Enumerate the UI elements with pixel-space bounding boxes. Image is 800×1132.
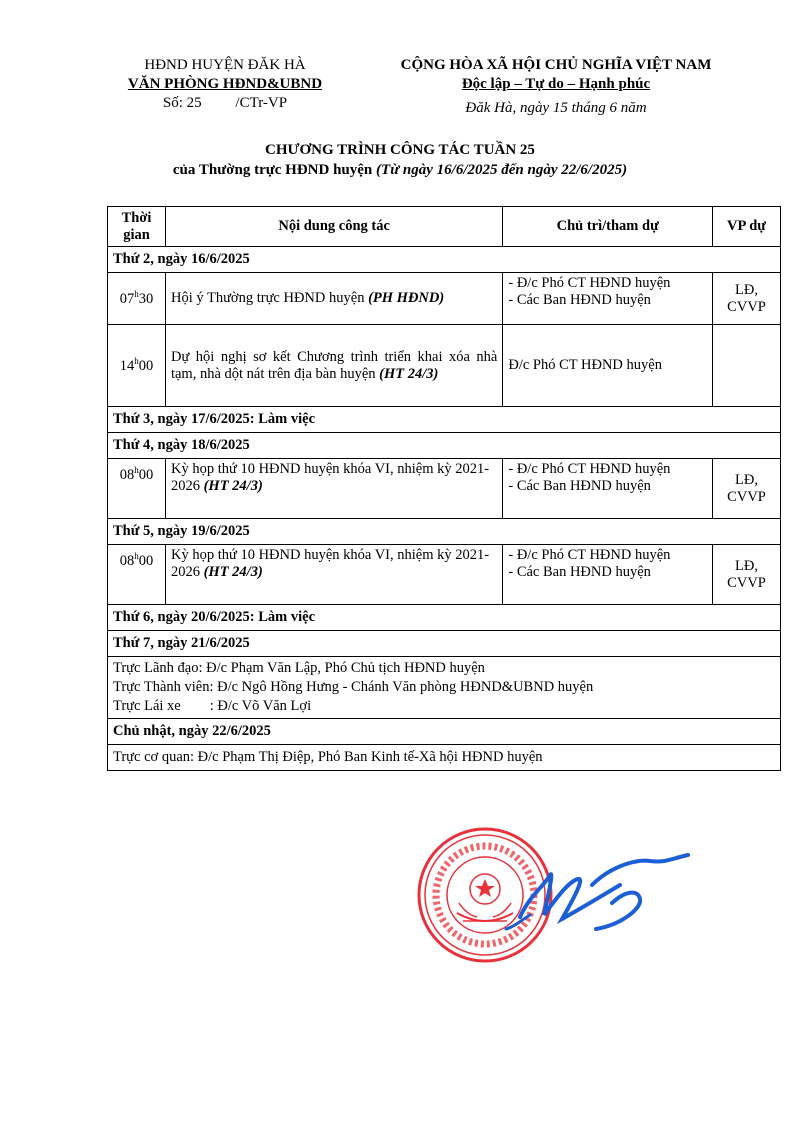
duty-line: Trực Thành viên: Đ/c Ngô Hồng Hưng - Chánh Văn phòng HĐND&UBND huyện [113,679,594,695]
schedule-table [107,206,781,771]
vp-line: CVVP [727,488,766,505]
content-cell [165,545,502,605]
time-sup: h [134,289,139,300]
header-left [110,56,340,113]
vp-line: CVVP [727,298,766,315]
content-cell [165,273,502,325]
content-tag: (HT 24/3) [203,478,263,494]
chair-line: - Đ/c Phó CT HĐND huyện [508,461,671,477]
doc-number-suffix: /CTr-VP [235,95,288,111]
duty-line: Trực cơ quan: Đ/c Phạm Thị Điệp, Phó Ban Kinh tế-Xã hội HĐND huyện [113,749,543,765]
header-vp: VP dự [713,207,781,247]
time-minute: 30 [138,290,154,307]
duty-line: Trực Lái xe : Đ/c Võ Văn Lợi [113,698,312,714]
document-title [0,140,800,180]
day-row-mon [108,247,781,273]
header-time: Thời gian [108,207,166,247]
chair-line: - Các Ban HĐND huyện [508,564,651,580]
chair-line: Đ/c Phó CT HĐND huyện [508,357,662,373]
time-hour: 08 [119,466,135,483]
day-label: Chủ nhật, ngày 22/6/2025 [108,719,781,745]
table-row [108,545,781,605]
doc-number [110,94,340,113]
time-minute: 00 [138,552,154,569]
day-row-thu [108,519,781,545]
content-cell [165,459,502,519]
content-tag: (PH HĐND) [368,290,445,306]
table-row [108,325,781,407]
day-row-wed [108,433,781,459]
time-cell [108,325,166,407]
chair-cell [503,545,713,605]
day-row-sat [108,631,781,657]
title-line-2-range: (Từ ngày 16/6/2025 đến ngày 22/6/2025) [376,162,628,178]
nation-title: CỘNG HÒA XÃ HỘI CHỦ NGHĨA VIỆT NAM [400,57,712,73]
time-hour: 07 [119,290,135,307]
vp-cell [713,459,781,519]
time-hour: 08 [119,552,135,569]
time-sup: h [134,465,139,475]
org-name-1: HĐND HUYỆN ĐĂK HÀ [144,57,306,73]
table-row [108,657,781,719]
table-row [108,745,781,771]
chair-cell [503,459,713,519]
time-cell [108,545,166,605]
vp-cell [713,273,781,325]
table-header-row [108,207,781,247]
content-tag: (HT 24/3) [379,365,439,382]
title-line-2-main: của Thường trực HĐND huyện [172,162,377,178]
vp-line: CVVP [727,574,766,591]
chair-line: - Đ/c Phó CT HĐND huyện [508,275,671,291]
duty-line: Trực Lãnh đạo: Đ/c Phạm Văn Lập, Phó Chủ tịch HĐND huyện [113,660,485,676]
vp-cell [713,545,781,605]
vp-line: LĐ, [735,471,758,488]
table-row [108,459,781,519]
header-chair: Chủ trì/tham dự [503,207,713,247]
chair-cell [503,325,713,407]
time-minute: 00 [138,357,154,374]
duty-cell [108,745,781,771]
time-minute: 00 [138,466,154,483]
chair-line: - Các Ban HĐND huyện [508,478,651,494]
day-label: Thứ 6, ngày 20/6/2025: Làm việc [108,605,781,631]
signature [500,845,700,945]
table-row [108,273,781,325]
day-label: Thứ 3, ngày 17/6/2025: Làm việc [108,407,781,433]
content-cell [165,325,502,407]
duty-cell [108,657,781,719]
day-row-fri [108,605,781,631]
vp-cell [713,325,781,407]
chair-line: - Đ/c Phó CT HĐND huyện [508,547,671,563]
time-cell [108,273,166,325]
time-hour: 14 [119,357,135,374]
motto: Độc lập – Tự do – Hạnh phúc [461,76,651,92]
time-sup: h [134,356,139,367]
day-row-tue [108,407,781,433]
day-label: Thứ 4, ngày 18/6/2025 [108,433,781,459]
content-tag: (HT 24/3) [203,564,263,580]
day-label: Thứ 5, ngày 19/6/2025 [108,519,781,545]
vp-line: LĐ, [735,281,758,298]
org-name-2: VĂN PHÒNG HĐND&UBND [127,76,323,92]
time-sup: h [134,551,139,561]
content-text: Dự hội nghị sơ kết Chương trình triển khai xóa nhà tạm, nhà dột nát trên địa bàn huyện [170,348,498,382]
chair-cell [503,273,713,325]
title-line-2 [0,160,800,180]
content-text: Kỳ họp thứ 10 HĐND huyện khóa VI, nhiệm kỳ 2021-2026 [170,547,490,580]
header-right [372,56,740,118]
content-text: Hội ý Thường trực HĐND huyện [170,290,369,306]
chair-line: - Các Ban HĐND huyện [508,292,651,308]
date-place: Đăk Hà, ngày 15 tháng 6 năm [465,100,647,116]
vp-line: LĐ, [735,557,758,574]
day-label: Thứ 7, ngày 21/6/2025 [108,631,781,657]
day-label: Thứ 2, ngày 16/6/2025 [108,247,781,273]
content-text: Kỳ họp thứ 10 HĐND huyện khóa VI, nhiệm kỳ 2021-2026 [170,461,490,494]
title-line-1: CHƯƠNG TRÌNH CÔNG TÁC TUẦN 25 [265,142,535,158]
doc-number-prefix: Số: 25 [162,95,202,111]
header-content: Nội dung công tác [165,207,502,247]
day-row-sun [108,719,781,745]
time-cell [108,459,166,519]
